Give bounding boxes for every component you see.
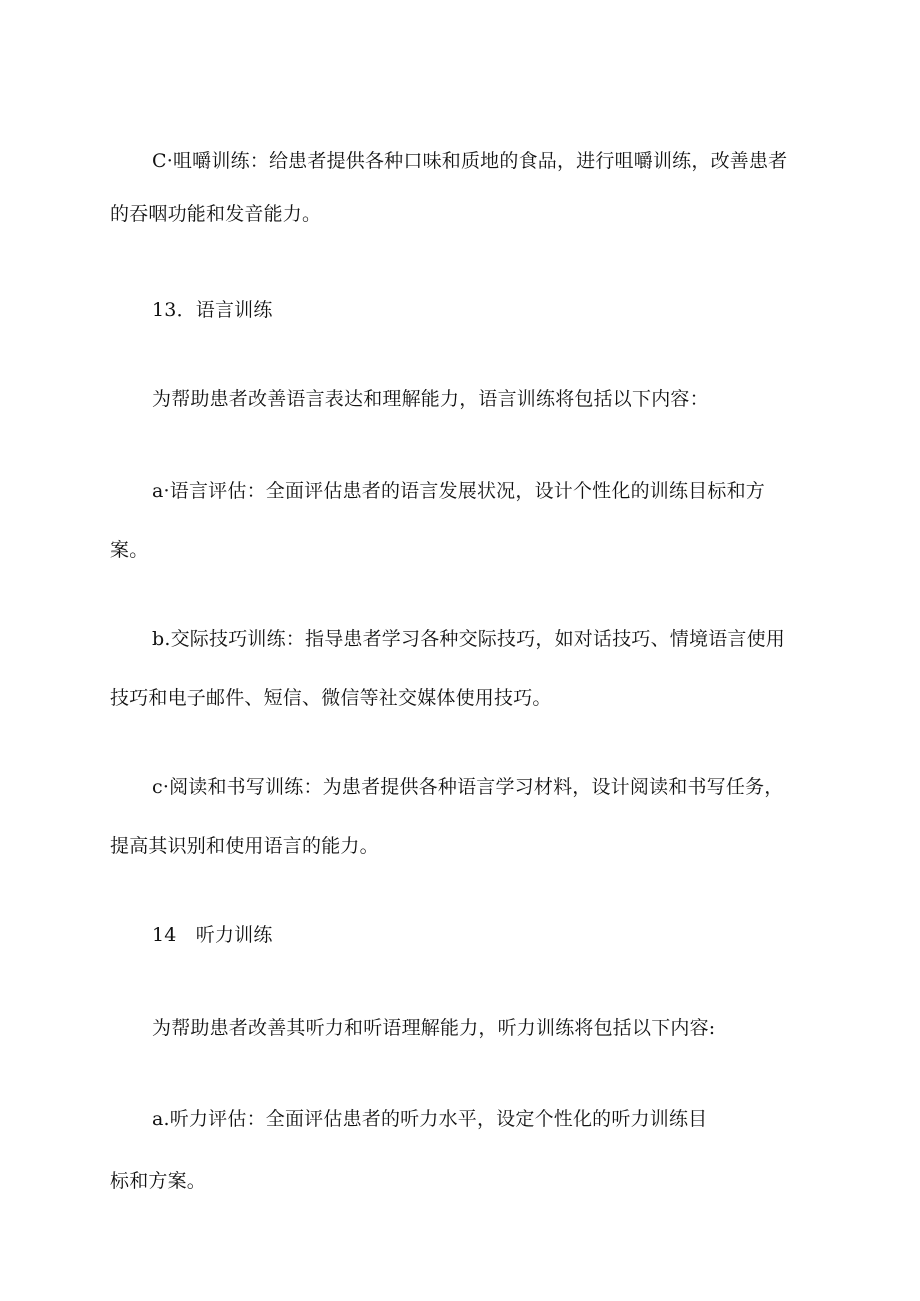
paragraph-listening-intro: 为帮助患者改善其听力和听语理解能力，听力训练将包括以下内容: bbox=[152, 1017, 716, 1039]
paragraph-language-assessment-line-2: 案。 bbox=[110, 539, 149, 561]
section-heading-listening-training: 14 听力训练 bbox=[152, 924, 273, 946]
paragraph-communication-skills-line-2: 技巧和电子邮件、短信、微信等社交媒体使用技巧。 bbox=[110, 687, 552, 709]
paragraph-reading-writing-line-2: 提高其识别和使用语言的能力。 bbox=[110, 835, 379, 857]
paragraph-reading-writing-line-1: c·阅读和书写训练：为患者提供各种语言学习材料，设计阅读和书写任务， bbox=[152, 776, 784, 798]
paragraph-language-assessment-line-1: a·语言评估：全面评估患者的语言发展状况，设计个性化的训练目标和方 bbox=[152, 480, 765, 502]
paragraph-language-intro: 为帮助患者改善语言表达和理解能力，语言训练将包括以下内容： bbox=[152, 388, 709, 410]
section-heading-language-training: 13．语言训练 bbox=[152, 299, 273, 321]
paragraph-listening-assessment-line-2: 标和方案。 bbox=[110, 1170, 207, 1192]
paragraph-communication-skills-line-1: b.交际技巧训练：指导患者学习各种交际技巧，如对话技巧、情境语言使用 bbox=[152, 628, 786, 650]
paragraph-chewing-training-line-1: C·咀嚼训练：给患者提供各种口味和质地的食品，进行咀嚼训练，改善患者 bbox=[152, 150, 788, 172]
paragraph-chewing-training-line-2: 的吞咽功能和发音能力。 bbox=[110, 203, 322, 225]
paragraph-listening-assessment-line-1: a.听力评估：全面评估患者的听力水平，设定个性化的听力训练目 bbox=[152, 1108, 708, 1130]
